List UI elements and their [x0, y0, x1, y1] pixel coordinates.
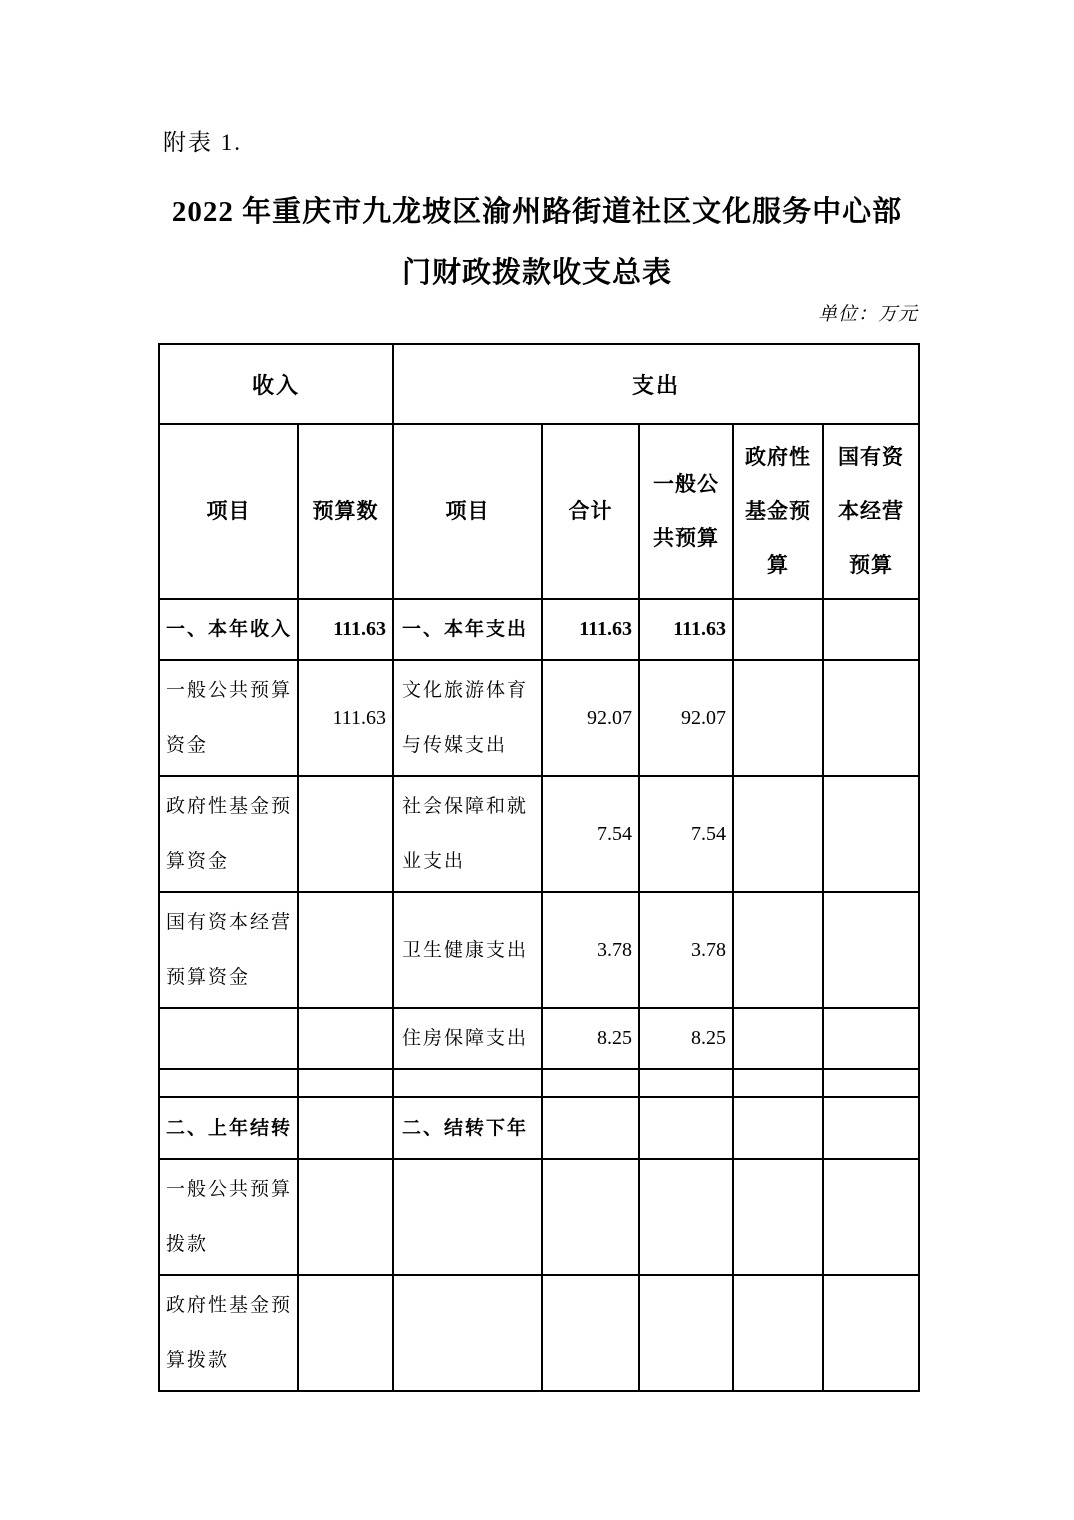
general-public-budget-cell: [639, 1069, 733, 1097]
expenditure-item-cell: 卫生健康支出: [393, 892, 542, 1008]
expenditure-total-cell: 111.63: [542, 599, 639, 660]
income-budget-cell: [298, 892, 393, 1008]
table-row: [159, 1159, 919, 1275]
income-item-cell: 政府性基金预算拨款: [159, 1275, 298, 1391]
income-item-header: 项目: [159, 424, 298, 599]
state-capital-budget-cell: [823, 1008, 919, 1069]
page-title-line2: 门财政拨款收支总表: [401, 257, 672, 289]
table-row: [159, 1275, 919, 1391]
state-capital-budget-cell: [823, 599, 919, 660]
income-item-cell: 二、上年结转: [159, 1097, 298, 1159]
state-capital-budget-cell: [823, 892, 919, 1008]
expenditure-total-cell: [542, 1275, 639, 1391]
expenditure-total-cell: [542, 1069, 639, 1097]
state-capital-budget-cell: [823, 660, 919, 776]
expenditure-total-cell: 92.07: [542, 660, 639, 776]
state-capital-budget-cell: [823, 1069, 919, 1097]
state-capital-budget-cell: [823, 776, 919, 892]
expenditure-item-cell: 一、本年支出: [393, 599, 542, 660]
expenditure-total-cell: 7.54: [542, 776, 639, 892]
expenditure-total-cell: [542, 1097, 639, 1159]
state-capital-budget-header: 国有资本经营预算: [823, 424, 919, 599]
expenditure-total-cell: [542, 1159, 639, 1275]
gov-fund-budget-cell: [733, 1097, 823, 1159]
general-public-budget-cell: 7.54: [639, 776, 733, 892]
general-public-budget-cell: 92.07: [639, 660, 733, 776]
income-budget-cell: 111.63: [298, 599, 393, 660]
table-row: [159, 776, 919, 892]
gov-fund-budget-cell: [733, 892, 823, 1008]
gov-fund-budget-header: 政府性基金预算: [733, 424, 823, 599]
income-item-cell: 一般公共预算资金: [159, 660, 298, 776]
state-capital-budget-cell: [823, 1159, 919, 1275]
gov-fund-budget-cell: [733, 599, 823, 660]
expenditure-item-cell: [393, 1159, 542, 1275]
income-item-cell: 政府性基金预算资金: [159, 776, 298, 892]
general-public-budget-cell: [639, 1275, 733, 1391]
table-row: [159, 892, 919, 1008]
income-item-cell: [159, 1069, 298, 1097]
table-row: [159, 1008, 919, 1069]
expenditure-item-header: 项目: [393, 424, 542, 599]
table-row: [159, 599, 919, 660]
gov-fund-budget-cell: [733, 660, 823, 776]
gov-fund-budget-cell: [733, 776, 823, 892]
general-public-budget-cell: [639, 1097, 733, 1159]
income-budget-header: 预算数: [298, 424, 393, 599]
expenditure-item-cell: 住房保障支出: [393, 1008, 542, 1069]
expenditure-item-cell: [393, 1069, 542, 1097]
income-item-cell: 一、本年收入: [159, 599, 298, 660]
gov-fund-budget-cell: [733, 1275, 823, 1391]
income-budget-cell: [298, 1159, 393, 1275]
income-budget-cell: [298, 1275, 393, 1391]
income-budget-cell: [298, 1008, 393, 1069]
page-title: [0, 182, 1074, 304]
table-row: [159, 660, 919, 776]
annex-label: 附表 1.: [163, 130, 242, 155]
expenditure-item-cell: 社会保障和就业支出: [393, 776, 542, 892]
page-title-line1: 2022 年重庆市九龙坡区渝州路街道社区文化服务中心部: [171, 196, 903, 228]
income-item-cell: 国有资本经营预算资金: [159, 892, 298, 1008]
income-budget-cell: [298, 1069, 393, 1097]
table-row-spacer: [159, 1069, 919, 1097]
budget-table: [158, 343, 920, 1392]
expenditure-total-cell: 8.25: [542, 1008, 639, 1069]
expenditure-item-cell: 文化旅游体育与传媒支出: [393, 660, 542, 776]
state-capital-budget-cell: [823, 1097, 919, 1159]
general-public-budget-cell: 8.25: [639, 1008, 733, 1069]
gov-fund-budget-cell: [733, 1069, 823, 1097]
income-budget-cell: [298, 776, 393, 892]
general-public-budget-cell: 111.63: [639, 599, 733, 660]
expenditure-item-cell: 二、结转下年: [393, 1097, 542, 1159]
general-public-budget-cell: 3.78: [639, 892, 733, 1008]
group-header-row: [159, 344, 919, 424]
income-item-cell: [159, 1008, 298, 1069]
income-item-cell: 一般公共预算拨款: [159, 1159, 298, 1275]
gov-fund-budget-cell: [733, 1159, 823, 1275]
expenditure-item-cell: [393, 1275, 542, 1391]
expenditure-group-header: 支出: [393, 344, 919, 424]
state-capital-budget-cell: [823, 1275, 919, 1391]
column-header-row: [159, 424, 919, 599]
income-budget-cell: [298, 1097, 393, 1159]
general-public-budget-cell: [639, 1159, 733, 1275]
income-budget-cell: 111.63: [298, 660, 393, 776]
table-row: [159, 1097, 919, 1159]
expenditure-total-header: 合计: [542, 424, 639, 599]
gov-fund-budget-cell: [733, 1008, 823, 1069]
unit-note: 单位：万元: [817, 304, 918, 325]
expenditure-total-cell: 3.78: [542, 892, 639, 1008]
general-public-budget-header: 一般公共预算: [639, 424, 733, 599]
income-group-header: 收入: [159, 344, 393, 424]
